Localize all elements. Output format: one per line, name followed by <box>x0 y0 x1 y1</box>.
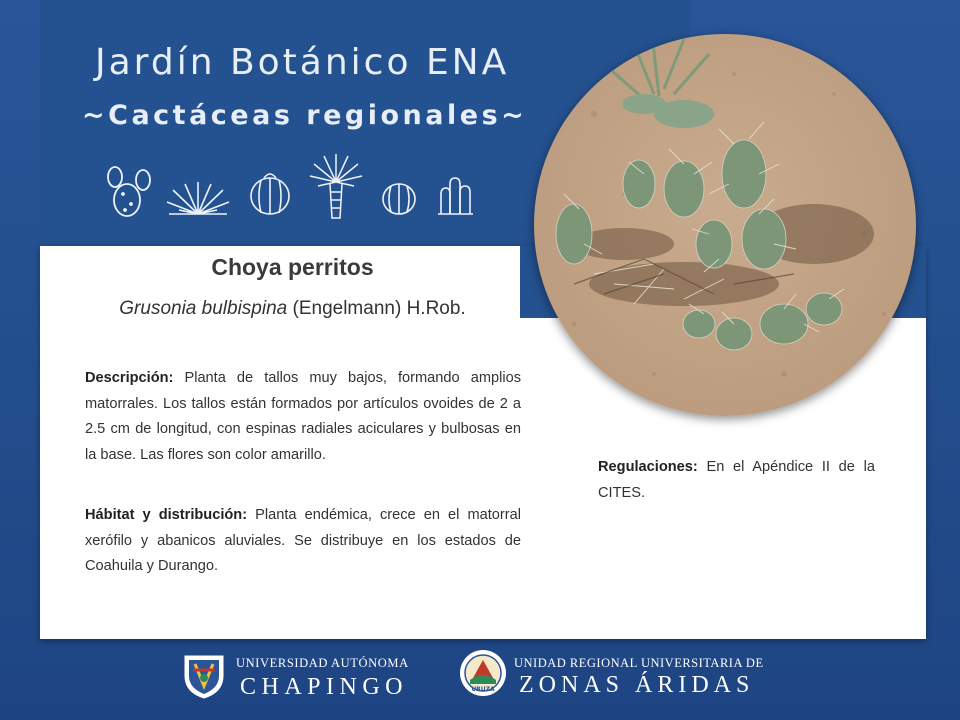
species-common-name: Choya perritos <box>211 254 374 280</box>
garden-title: Jardín Botánico ENA <box>95 42 510 83</box>
uruza-logo <box>459 648 507 698</box>
columnar-cactus-icon <box>435 176 475 216</box>
chapingo-logo <box>181 650 227 700</box>
species-binomial: Grusonia bulbispina <box>119 298 288 319</box>
uruza-logo-text: URUZA <box>471 686 495 693</box>
habitat-text: Planta endémica, crece en el matorral xerófilo y abanicos aluviales. Se distribuye en los estados de Coahuila y Durango. <box>85 507 521 574</box>
habitat-paragraph <box>85 503 521 580</box>
description-text: Planta de tallos muy bajos, formando amplios matorrales. Los tallos están formados por artículos ovoides de 2 a 2.5 cm de longitud, con espinas radiales aciculares y bulbosas en la base. Las flores son color amarillo. <box>85 370 521 463</box>
description-paragraph <box>85 366 521 468</box>
species-authority: (Engelmann) H.Rob. <box>287 298 466 319</box>
agave-icon <box>165 180 231 216</box>
regulations-label: Regulaciones: <box>598 459 698 475</box>
cactus-icon-row <box>105 152 485 224</box>
collection-subtitle: ~Cactáceas regionales~ <box>82 100 528 131</box>
unit-name-line1: UNIDAD REGIONAL UNIVERSITARIA DE <box>514 656 764 670</box>
barrel-cactus-icon <box>248 170 292 216</box>
yucca-icon <box>308 152 364 220</box>
description-label: Descripción: <box>85 370 174 386</box>
regulations-paragraph <box>598 454 875 506</box>
round-cactus-icon <box>381 182 417 216</box>
university-name-line2: CHAPINGO <box>240 674 409 700</box>
species-scientific-name <box>40 298 545 320</box>
cactus-photo <box>534 34 916 416</box>
regulations-text: En el Apéndice II de la CITES. <box>598 459 875 501</box>
opuntia-icon <box>105 162 155 218</box>
habitat-label: Hábitat y distribución: <box>85 507 248 523</box>
university-name-line1: UNIVERSIDAD AUTÓNOMA <box>236 656 409 670</box>
unit-name-line2: ZONAS ÁRIDAS <box>519 672 755 698</box>
